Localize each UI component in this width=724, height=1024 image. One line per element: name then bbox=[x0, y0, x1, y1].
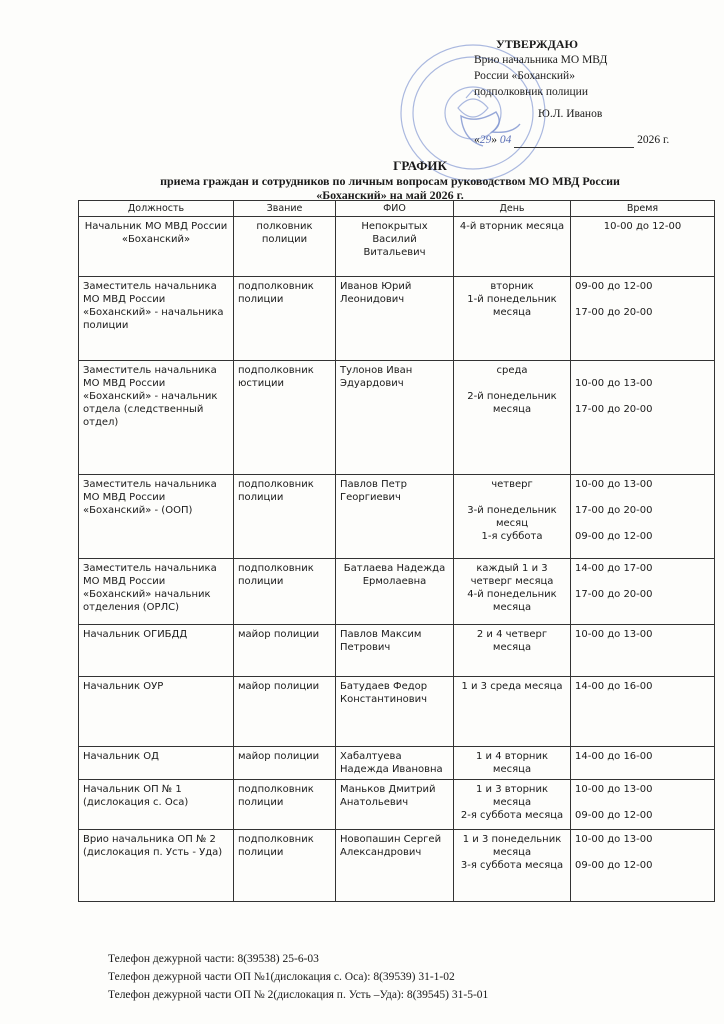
cell-position: Заместитель начальника МО МВД России «Боханский» - начальник отдела (следственный отдел) bbox=[79, 361, 234, 475]
table-row bbox=[79, 361, 715, 475]
cell-rank: майор полиции bbox=[234, 625, 336, 677]
cell-time: 14-00 до 16-00 bbox=[571, 747, 715, 780]
table-row bbox=[79, 277, 715, 361]
cell-position: Начальник ОГИБДД bbox=[79, 625, 234, 677]
cell-day: 1 и 3 среда месяца bbox=[454, 677, 571, 747]
cell-rank: майор полиции bbox=[234, 747, 336, 780]
phone-line-op2: Телефон дежурной части ОП № 2(дислокация п. Усть –Уда): 8(39545) 31-5-01 bbox=[108, 989, 489, 1001]
header-rank: Звание bbox=[234, 201, 336, 217]
table-row bbox=[79, 625, 715, 677]
cell-position: Заместитель начальника МО МВД России «Боханский» начальник отделения (ОРЛС) bbox=[79, 559, 234, 625]
cell-rank: полковник полиции bbox=[234, 217, 336, 277]
approval-line2: России «Боханский» bbox=[474, 70, 575, 82]
document-title: ГРАФИК bbox=[393, 158, 447, 173]
table-row bbox=[79, 559, 715, 625]
approval-date bbox=[474, 132, 714, 148]
cell-name: Павлов Максим Петрович bbox=[336, 625, 454, 677]
header-day: День bbox=[454, 201, 571, 217]
approval-line3: подполковник полиции bbox=[474, 86, 588, 98]
cell-time: 14-00 до 16-00 bbox=[571, 677, 715, 747]
cell-rank: подполковник полиции bbox=[234, 559, 336, 625]
header-time: Время bbox=[571, 201, 715, 217]
table-row bbox=[79, 217, 715, 277]
date-year: 2026 г. bbox=[637, 134, 670, 146]
document-subtitle-2: «Боханский» на май 2026 г. bbox=[316, 188, 464, 202]
duty-phones bbox=[108, 950, 488, 1004]
table-row bbox=[79, 780, 715, 830]
table-header-row bbox=[79, 201, 715, 217]
signatory-name: Ю.Л. Иванов bbox=[538, 108, 603, 120]
cell-time: 09-00 до 12-00 17-00 до 20-00 bbox=[571, 277, 715, 361]
table-row bbox=[79, 475, 715, 559]
cell-time: 10-00 до 12-00 bbox=[571, 217, 715, 277]
approval-block bbox=[474, 36, 714, 148]
approval-line1: Врио начальника МО МВД bbox=[474, 54, 608, 66]
cell-day: 4-й вторник месяца bbox=[454, 217, 571, 277]
cell-day: 1 и 3 вторник месяца 2-я суббота месяца bbox=[454, 780, 571, 830]
cell-position: Начальник ОУР bbox=[79, 677, 234, 747]
table-row bbox=[79, 677, 715, 747]
cell-rank: подполковник полиции bbox=[234, 780, 336, 830]
cell-name: Павлов Петр Георгиевич bbox=[336, 475, 454, 559]
header-position: Должность bbox=[79, 201, 234, 217]
cell-time: 10-00 до 13-00 09-00 до 12-00 bbox=[571, 780, 715, 830]
cell-rank: подполковник полиции bbox=[234, 277, 336, 361]
date-quote-open: « bbox=[474, 134, 480, 146]
header-name: ФИО bbox=[336, 201, 454, 217]
cell-day: 1 и 3 понедельник месяца 3-я суббота месяца bbox=[454, 830, 571, 902]
cell-rank: подполковник полиции bbox=[234, 830, 336, 902]
cell-rank: подполковник юстиции bbox=[234, 361, 336, 475]
cell-name: Батлаева Надежда Ермолаевна bbox=[336, 559, 454, 625]
cell-day: вторник 1-й понедельник месяца bbox=[454, 277, 571, 361]
cell-rank: майор полиции bbox=[234, 677, 336, 747]
date-quote-close: » bbox=[491, 134, 497, 146]
cell-position: Начальник ОД bbox=[79, 747, 234, 780]
cell-name: Непокрытых Василий Витальевич bbox=[336, 217, 454, 277]
table-row bbox=[79, 747, 715, 780]
cell-time: 10-00 до 13-00 bbox=[571, 625, 715, 677]
date-day: 29 bbox=[479, 134, 492, 146]
cell-name: Хабалтуева Надежда Ивановна bbox=[336, 747, 454, 780]
cell-day: 1 и 4 вторник месяца bbox=[454, 747, 571, 780]
cell-day: четверг 3-й понедельник месяц 1-я суббота bbox=[454, 475, 571, 559]
cell-name: Иванов Юрий Леонидович bbox=[336, 277, 454, 361]
phone-line-main: Телефон дежурной части: 8(39538) 25-6-03 bbox=[108, 953, 319, 965]
cell-time: 10-00 до 13-00 17-00 до 20-00 09-00 до 12-00 bbox=[571, 475, 715, 559]
date-month: 04 bbox=[499, 134, 512, 146]
cell-position: Заместитель начальника МО МВД России «Боханский» - начальника полиции bbox=[79, 277, 234, 361]
schedule-table bbox=[78, 200, 715, 902]
cell-name: Тулонов Иван Эдуардович bbox=[336, 361, 454, 475]
phone-line-op1: Телефон дежурной части ОП №1(дислокация с. Оса): 8(39539) 31-1-02 bbox=[108, 971, 455, 983]
table-row bbox=[79, 830, 715, 902]
cell-day: 2 и 4 четверг месяца bbox=[454, 625, 571, 677]
cell-position: Врио начальника ОП № 2 (дислокация п. Усть - Уда) bbox=[79, 830, 234, 902]
cell-time: 14-00 до 17-00 17-00 до 20-00 bbox=[571, 559, 715, 625]
cell-name: Маньков Дмитрий Анатольевич bbox=[336, 780, 454, 830]
document-subtitle-1: приема граждан и сотрудников по личным вопросам руководством МО МВД России bbox=[160, 174, 620, 188]
date-blank-line bbox=[514, 135, 634, 148]
cell-time: 10-00 до 13-00 09-00 до 12-00 bbox=[571, 830, 715, 902]
cell-rank: подполковник полиции bbox=[234, 475, 336, 559]
approval-title: УТВЕРЖДАЮ bbox=[496, 37, 579, 51]
cell-time: 10-00 до 13-00 17-00 до 20-00 bbox=[571, 361, 715, 475]
cell-name: Батудаев Федор Константинович bbox=[336, 677, 454, 747]
cell-day: каждый 1 и 3 четверг месяца 4-й понедельник месяца bbox=[454, 559, 571, 625]
cell-position: Начальник МО МВД России «Боханский» bbox=[79, 217, 234, 277]
cell-day: среда 2-й понедельник месяца bbox=[454, 361, 571, 475]
cell-position: Начальник ОП № 1 (дислокация с. Оса) bbox=[79, 780, 234, 830]
cell-name: Новопашин Сергей Александрович bbox=[336, 830, 454, 902]
cell-position: Заместитель начальника МО МВД России «Боханский» - (ООП) bbox=[79, 475, 234, 559]
